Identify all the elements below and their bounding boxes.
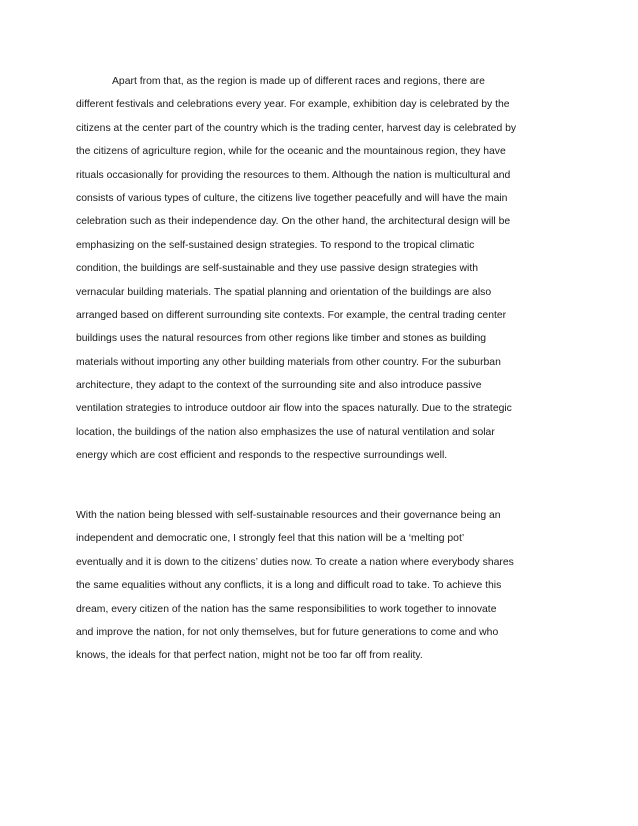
paragraph-line: eventually and it is down to the citizens’ duties now. To create a nation where everybody shares	[76, 556, 514, 568]
paragraph-line: and improve the nation, for not only themselves, but for future generations to come and who	[76, 626, 499, 638]
paragraph-line: materials without importing any other building materials from other country. For the suburban	[76, 356, 501, 368]
paragraph-1	[76, 70, 562, 468]
paragraph-line: emphasizing on the self-sustained design strategies. To respond to the tropical climatic	[76, 239, 475, 251]
paragraph-line: dream, every citizen of the nation has the same responsibilities to work together to innovate	[76, 603, 497, 615]
paragraph-line: the same equalities without any conflicts, it is a long and difficult road to take. To achieve this	[76, 580, 502, 592]
paragraph-line: celebration such as their independence day. On the other hand, the architectural design will be	[76, 216, 511, 228]
paragraph-line: vernacular building materials. The spatial planning and orientation of the buildings are also	[76, 286, 492, 298]
paragraph-line: the citizens of agriculture region, while for the oceanic and the mountainous region, they have	[76, 146, 506, 158]
paragraph-line: buildings uses the natural resources from other regions like timber and stones as building	[76, 333, 487, 345]
paragraph-line: condition, the buildings are self-sustainable and they use passive design strategies with	[76, 263, 479, 275]
paragraph-line: energy which are cost efficient and responds to the respective surroundings well.	[76, 450, 448, 462]
paragraph-line: knows, the ideals for that perfect nation, might not be too far off from reality.	[76, 650, 423, 662]
paragraph-2	[76, 504, 562, 668]
paragraph-line: location, the buildings of the nation also emphasizes the use of natural ventilation and solar	[76, 426, 495, 438]
paragraph-line: citizens at the center part of the country which is the trading center, harvest day is celebrated by	[76, 122, 517, 134]
paragraph-line: Apart from that, as the region is made up of different races and regions, there are	[112, 76, 485, 87]
paragraph-line: With the nation being blessed with self-sustainable resources and their governance being an	[76, 510, 501, 521]
paragraph-line: consists of various types of culture, the citizens live together peacefully and will have the main	[76, 192, 508, 204]
paragraph-line: different festivals and celebrations every year. For example, exhibition day is celebrated by the	[76, 99, 510, 111]
paragraph-line: architecture, they adapt to the context of the surrounding site and also introduce passive	[76, 380, 482, 392]
paragraph-line: rituals occasionally for providing the resources to them. Although the nation is multicultural and	[76, 169, 511, 181]
paragraph-line: independent and democratic one, I strongly feel that this nation will be a ‘melting pot’	[76, 533, 465, 545]
paragraph-line: ventilation strategies to introduce outdoor air flow into the spaces naturally. Due to the strategic	[76, 403, 512, 415]
paragraph-line: arranged based on different surrounding site contexts. For example, the central trading center	[76, 309, 507, 321]
